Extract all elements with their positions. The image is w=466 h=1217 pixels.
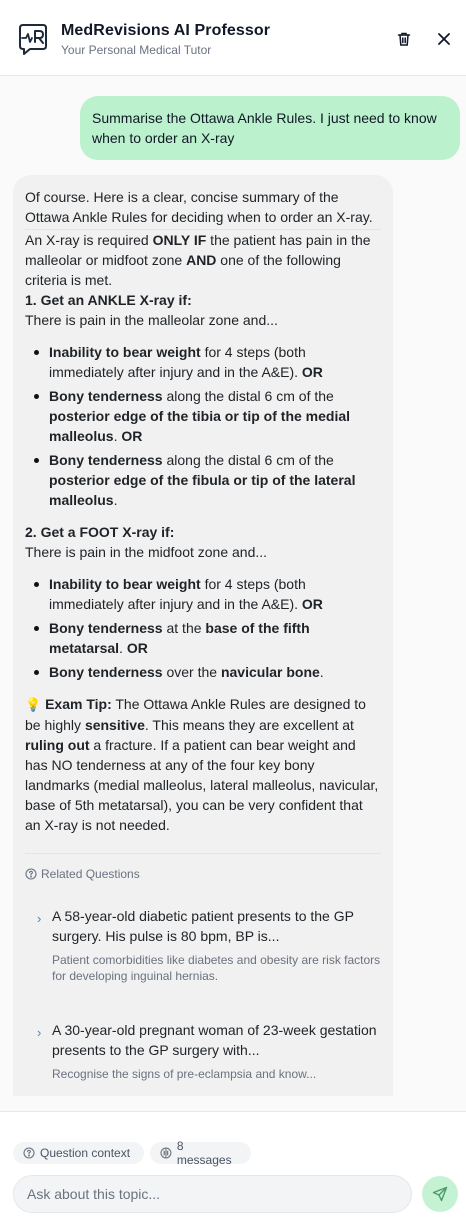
rule-statement: An X-ray is required ONLY IF the patient has pain in the malleolar or midfoot zone AND one of the following criteria is met. xyxy=(25,232,371,288)
user-message: Summarise the Ottawa Ankle Rules. I just need to know when to order an X-ray xyxy=(80,96,460,160)
chevron-right-icon: › xyxy=(37,1025,42,1040)
foot-subheading: There is pain in the midfoot zone and... xyxy=(25,544,268,560)
list-item: Inability to bear weight for 4 steps (both immediately after injury and in the A&E). OR xyxy=(25,342,381,382)
chat-footer xyxy=(0,1111,466,1217)
ankle-subheading: There is pain in the malleolar zone and... xyxy=(25,312,278,328)
related-question-hint: Patient comorbidities like diabetes and obesity are risk factors for developing inguinal hernias. xyxy=(52,953,381,983)
ankle-criteria-list xyxy=(25,342,381,510)
list-item: Bony tenderness at the base of the fifth metatarsal. OR xyxy=(25,618,381,658)
message-list[interactable] xyxy=(0,76,466,1111)
assistant-intro: Of course. Here is a clear, concise summary of the Ottawa Ankle Rules for deciding when to order an X-ray. xyxy=(25,187,381,230)
chat-input[interactable] xyxy=(14,1176,411,1212)
chat-header xyxy=(0,0,466,76)
related-question-text: A 58-year-old diabetic patient presents to the GP surgery. His pulse is 80 bpm, BP is... xyxy=(52,908,354,944)
trash-icon xyxy=(396,31,412,47)
message-count-label: 8 messages xyxy=(176,1139,232,1167)
ankle-heading: 1. Get an ANKLE X-ray if: xyxy=(25,292,192,308)
chevron-right-icon: › xyxy=(37,911,42,926)
related-questions-title: Related Questions xyxy=(41,867,140,881)
clear-chat-button[interactable] xyxy=(394,29,414,49)
foot-criteria-list xyxy=(25,574,381,682)
list-item: Bony tenderness along the distal 6 cm of the posterior edge of the fibula or tip of the lateral malleolus. xyxy=(25,450,381,510)
related-question-text: A 30-year-old pregnant woman of 23-week gestation presents to the GP surgery with... xyxy=(52,1022,377,1058)
send-icon xyxy=(432,1186,448,1202)
chat-input-wrapper xyxy=(13,1175,412,1213)
related-questions-header xyxy=(25,864,381,884)
app-subtitle: Your Personal Medical Tutor xyxy=(61,43,212,57)
message-count-chip[interactable] xyxy=(150,1139,251,1167)
question-context-chip[interactable] xyxy=(13,1142,144,1164)
chat-medical-logo-icon xyxy=(16,22,50,56)
list-item: Inability to bear weight for 4 steps (both immediately after injury and in the A&E). OR xyxy=(25,574,381,614)
related-question-item[interactable] xyxy=(25,906,381,984)
help-circle-icon xyxy=(23,1147,35,1159)
divider xyxy=(25,853,381,854)
related-question-hint: Recognise the signs of pre-eclampsia and know... xyxy=(52,1067,317,1081)
close-button[interactable] xyxy=(434,29,454,49)
close-icon xyxy=(437,32,451,46)
help-circle-icon xyxy=(25,868,37,880)
send-button[interactable] xyxy=(422,1176,458,1212)
assistant-message xyxy=(13,175,393,1096)
brain-icon xyxy=(160,1147,172,1159)
list-item: Bony tenderness along the distal 6 cm of the posterior edge of the tibia or tip of the medial malleolus. OR xyxy=(25,386,381,446)
related-question-item[interactable] xyxy=(25,1020,381,1082)
app-title: MedRevisions AI Professor xyxy=(61,22,271,39)
lightbulb-icon: 💡 xyxy=(25,697,42,712)
list-item: Bony tenderness over the navicular bone. xyxy=(25,662,381,682)
question-context-label: Question context xyxy=(40,1146,131,1160)
foot-heading: 2. Get a FOOT X-ray if: xyxy=(25,524,175,540)
exam-tip: 💡 Exam Tip: The Ottawa Ankle Rules are designed to be highly sensitive. This means they are excellent at ruling out a fracture. If a patient can bear weight and has NO tenderness at any of the four key bony landmarks (medial malleolus, lateral malleolus, navicular, base of 5th metatarsal), you can be very confident that an X-ray is not needed. xyxy=(25,696,379,833)
